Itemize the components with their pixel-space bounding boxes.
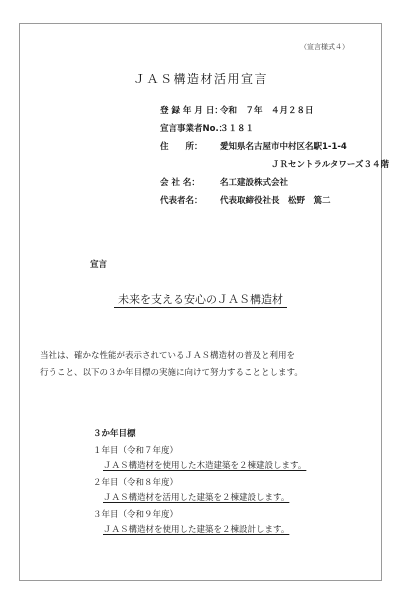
company-info-block xyxy=(160,102,389,210)
goal-year-3: ３年目（令和９年度） xyxy=(93,510,179,520)
goal-text-1: ＪＡＳ構造材を使用した木造建築を２棟建設します。 xyxy=(103,461,307,471)
goal-year-1: １年目（令和７年度） xyxy=(93,446,179,456)
intro-line-2: 行うこと、以下の３か年目標の実施に向けて努力することとします。 xyxy=(40,368,303,378)
operator-number-value: ３１８１ xyxy=(220,124,255,134)
declaration-document xyxy=(19,23,389,581)
representative-label: 代表者名： xyxy=(160,196,203,206)
operator-number-label: 宣言事業者No.： xyxy=(160,124,228,134)
company-name-row xyxy=(160,174,389,192)
goal-text-2: ＪＡＳ構造材を活用した建築を２棟建設します。 xyxy=(103,493,290,503)
goal-text-3: ＪＡＳ構造材を使用した建築を２棟設計します。 xyxy=(103,525,290,535)
goal-year-2: ２年目（令和８年度） xyxy=(93,478,179,488)
intro-paragraph xyxy=(40,348,303,382)
slogan xyxy=(20,291,381,307)
intro-line-1: 当社は、確かな性能が表示されているＪＡＳ構造材の普及と利用を xyxy=(40,351,296,361)
registration-date-label: 登 録 年 月 日： xyxy=(160,106,223,116)
address-row xyxy=(160,138,389,156)
company-name-label: 会 社 名： xyxy=(160,178,200,188)
registration-date-row xyxy=(160,102,389,120)
address-label: 住 所： xyxy=(160,142,203,152)
document-title: ＪＡＳ構造材活用宣言 xyxy=(132,72,268,86)
form-label: （宣言様式４） xyxy=(300,43,349,51)
company-name-value: 名工建設株式会社 xyxy=(220,178,289,188)
address-line-1: 愛知県名古屋市中村区名駅1-1-4 xyxy=(220,142,347,152)
goals-heading: ３か年目標 xyxy=(93,429,136,439)
representative-value: 代表取締役社長 松野 篤二 xyxy=(220,196,331,206)
representative-row xyxy=(160,192,389,210)
operator-number-row xyxy=(160,120,389,138)
registration-date-value: 令和 ７年 ４月２８日 xyxy=(220,106,314,116)
address-row-2 xyxy=(160,156,389,174)
three-year-goals xyxy=(93,427,306,538)
address-line-2: ＪＲセントラルタワーズ３４階 xyxy=(271,160,389,170)
slogan-text: 未来を支える安心のＪＡＳ構造材 xyxy=(114,293,287,308)
declaration-heading: 宣言 xyxy=(90,260,108,270)
